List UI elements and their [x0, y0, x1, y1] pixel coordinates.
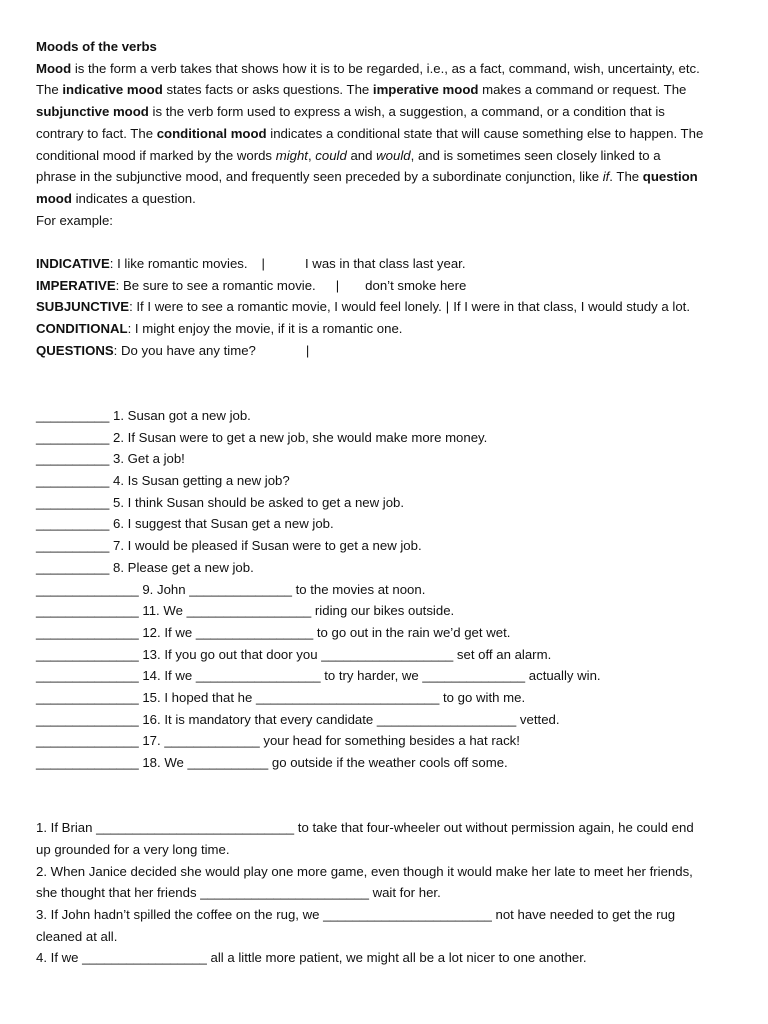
- intro-line: [36, 58, 736, 80]
- fill-in-line: she thought that her friends _______________________ wait for her.: [36, 885, 441, 901]
- fill-in-line: 4. If we _________________ all a little more patient, we might all be a lot nicer to one another.: [36, 950, 587, 966]
- exercise-item: __________ 1. Susan got a new job.: [36, 407, 251, 423]
- separator: |: [445, 299, 450, 315]
- fill-in-list: [36, 817, 736, 969]
- example-sentence: : I like romantic movies.: [109, 256, 248, 272]
- bold-term: conditional mood: [156, 125, 267, 141]
- example-line: [36, 296, 736, 318]
- exercise-item: ______________ 12. If we ________________ to go out in the rain we’d get wet.: [36, 624, 511, 640]
- spacer: [36, 383, 736, 405]
- example-line: [36, 318, 736, 340]
- fill-in-line: 1. If Brian ___________________________ to take that four-wheeler out without permission again, he could end: [36, 820, 694, 836]
- mood-label: SUBJUNCTIVE: [36, 299, 130, 315]
- italic-term: would: [376, 147, 411, 163]
- exercise-item: __________ 5. I think Susan should be asked to get a new job.: [36, 494, 405, 510]
- example-sentence: : If I were to see a romantic movie, I would feel lonely.: [129, 299, 442, 315]
- mood-label: INDICATIVE: [36, 256, 110, 272]
- mood-label: CONDITIONAL: [36, 321, 128, 337]
- text-run: is the verb form used to express a wish, a suggestion, a command, or a condition that is: [148, 104, 665, 120]
- mood-label: QUESTIONS: [36, 342, 114, 358]
- bold-term: imperative mood: [372, 82, 479, 98]
- spacer: [36, 796, 736, 818]
- intro-line: [36, 210, 736, 232]
- mood-label: IMPERATIVE: [36, 277, 116, 293]
- text-run: and: [346, 147, 377, 163]
- fill-in-line: 3. If John hadn’t spilled the coffee on the rug, we _______________________ not have needed to get the rug: [36, 907, 676, 923]
- text-run: indicates a conditional state that will cause something else to happen. The: [266, 125, 704, 141]
- text-run: indicates a question.: [71, 190, 196, 206]
- text-run: is the form a verb takes that shows how it is to be regarded, i.e., as a fact, command, wish, uncertainty, etc.: [71, 60, 700, 76]
- spacer: [36, 362, 736, 384]
- example-sentence: : Be sure to see a romantic movie.: [115, 277, 316, 293]
- separator: |: [305, 342, 310, 358]
- document-page: [36, 36, 736, 969]
- exercise-item: ______________ 11. We _________________ riding our bikes outside.: [36, 603, 455, 619]
- example-line: [36, 275, 736, 297]
- text-run: For example:: [36, 212, 113, 228]
- exercise-item: __________ 4. Is Susan getting a new job?: [36, 473, 290, 489]
- exercise-item: ______________ 13. If you go out that door you __________________ set off an alarm.: [36, 646, 552, 662]
- text-run: , and is sometimes seen closely linked to a: [410, 147, 661, 163]
- example-sentence: don’t smoke here: [365, 277, 467, 293]
- exercise-item: ______________ 14. If we _________________ to try harder, we ______________ actually win.: [36, 668, 601, 684]
- text-run: makes a command or request. The: [478, 82, 687, 98]
- bold-term: Mood: [36, 60, 72, 76]
- examples-block: [36, 253, 736, 362]
- example-line: [36, 253, 736, 275]
- intro-line: [36, 101, 736, 123]
- example-sentence: : Do you have any time?: [113, 342, 256, 358]
- bold-term: indicative mood: [62, 82, 163, 98]
- text-run: The: [36, 82, 63, 98]
- italic-term: might: [275, 147, 308, 163]
- exercise-item: __________ 3. Get a job!: [36, 451, 185, 467]
- fill-in-line: up grounded for a very long time.: [36, 841, 230, 857]
- text-run: ,: [307, 147, 316, 163]
- spacer: [36, 231, 736, 253]
- text-run: . The: [609, 169, 643, 185]
- exercise-item: __________ 2. If Susan were to get a new job, she would make more money.: [36, 429, 488, 445]
- intro-paragraph: [36, 58, 736, 232]
- fill-in-line: 2. When Janice decided she would play one more game, even though it would make her late to meet her friends,: [36, 863, 693, 879]
- exercise-item: __________ 6. I suggest that Susan get a new job.: [36, 516, 334, 532]
- text-run: states facts or asks questions. The: [162, 82, 373, 98]
- document-title: Moods of the verbs: [36, 39, 157, 54]
- intro-line: [36, 166, 736, 188]
- exercise-item: ______________ 15. I hoped that he _________________________ to go with me.: [36, 690, 526, 706]
- bold-term: question: [642, 169, 698, 185]
- exercise-item: ______________ 16. It is mandatory that every candidate ___________________ vetted.: [36, 711, 560, 727]
- text-run: conditional mood if marked by the words: [36, 147, 276, 163]
- exercise-item: ______________ 18. We ___________ go outside if the weather cools off some.: [36, 755, 508, 771]
- intro-line: [36, 123, 736, 145]
- example-sentence: If I were in that class, I would study a lot.: [453, 299, 690, 315]
- example-sentence: : I might enjoy the movie, if it is a romantic one.: [127, 321, 403, 337]
- fill-in-line: cleaned at all.: [36, 928, 118, 944]
- exercise-item: __________ 8. Please get a new job.: [36, 559, 254, 575]
- intro-line: [36, 188, 736, 210]
- italic-term: could: [315, 147, 347, 163]
- italic-term: if: [602, 169, 610, 185]
- separator: |: [335, 277, 340, 293]
- intro-line: [36, 145, 736, 167]
- text-run: phrase in the subjunctive mood, and frequently seen preceded by a subordinate conjunction, like: [36, 169, 603, 185]
- example-line: [36, 340, 736, 362]
- example-sentence: I was in that class last year.: [304, 256, 466, 272]
- bold-term: mood: [36, 190, 72, 206]
- bold-term: subjunctive mood: [36, 104, 149, 120]
- exercise-item: ______________ 17. _____________ your head for something besides a hat rack!: [36, 733, 520, 749]
- exercise-item: __________ 7. I would be pleased if Susan were to get a new job.: [36, 538, 422, 554]
- text-run: contrary to fact. The: [36, 125, 157, 141]
- exercise-item: ______________ 9. John ______________ to the movies at noon.: [36, 581, 426, 597]
- exercise-list: [36, 405, 736, 774]
- intro-line: [36, 79, 736, 101]
- separator: |: [261, 256, 265, 272]
- spacer: [36, 774, 736, 796]
